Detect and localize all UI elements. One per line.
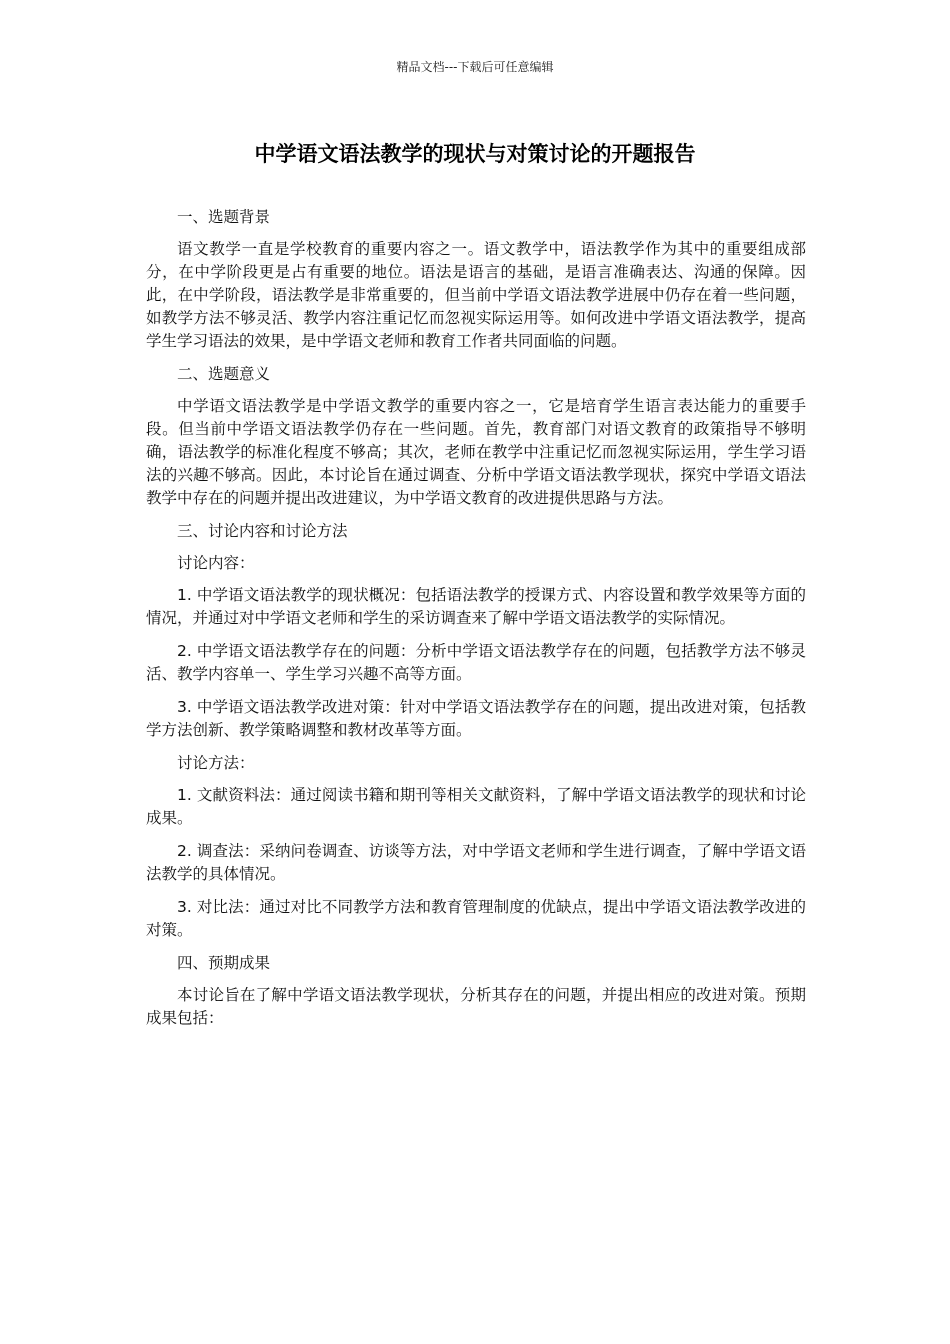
subheading-methods: 讨论方法： <box>177 754 255 772</box>
section-heading-significance: 二、选题意义 <box>177 365 271 383</box>
method-item-2: 2. 调查法：采纳问卷调查、访谈等方法，对中学语文老师和学生进行调查，了解中学语文语法教学的具体情况。 <box>146 842 806 883</box>
section-heading-expected-results: 四、预期成果 <box>177 954 271 972</box>
content-item-1: 1. 中学语文语法教学的现状概况：包括语法教学的授课方式、内容设置和教学效果等方面的情况，并通过对中学语文老师和学生的采访调查来了解中学语文语法教学的实际情况。 <box>146 586 806 627</box>
content-item-3: 3. 中学语文语法教学改进对策：针对中学语文语法教学存在的问题，提出改进对策，包括教学方法创新、教学策略调整和教材改革等方面。 <box>146 698 806 739</box>
paragraph-significance: 中学语文语法教学是中学语文教学的重要内容之一，它是培育学生语言表达能力的重要手段。但当前中学语文语法教学仍存在一些问题。首先，教育部门对语文教育的政策指导不够明确，语法教学的标准化程度不够高；其次，老师在教学中注重记忆而忽视实际运用，学生学习语法的兴趣不够高。因此，本讨论旨在通过调查、分析中学语文语法教学现状，探究中学语文语法教学中存在的问题并提出改进建议，为中学语文教育的改进提供思路与方法。 <box>146 397 806 507</box>
section-heading-content-methods: 三、讨论内容和讨论方法 <box>177 522 348 540</box>
document-title: 中学语文语法教学的现状与对策讨论的开题报告 <box>254 142 696 166</box>
method-item-3: 3. 对比法：通过对比不同教学方法和教育管理制度的优缺点，提出中学语文语法教学改进的对策。 <box>146 898 806 939</box>
paragraph-expected-results: 本讨论旨在了解中学语文语法教学现状，分析其存在的问题，并提出相应的改进对策。预期成果包括： <box>146 986 806 1027</box>
method-item-1: 1. 文献资料法：通过阅读书籍和期刊等相关文献资料，了解中学语文语法教学的现状和讨论成果。 <box>146 786 806 827</box>
section-heading-background: 一、选题背景 <box>177 208 271 226</box>
document-body <box>146 206 806 1040</box>
subheading-content: 讨论内容： <box>177 554 255 572</box>
header-note: 精品文档---下载后可任意编辑 <box>396 60 554 74</box>
content-item-2: 2. 中学语文语法教学存在的问题：分析中学语文语法教学存在的问题，包括教学方法不够灵活、教学内容单一、学生学习兴趣不高等方面。 <box>146 642 806 683</box>
paragraph-background: 语文教学一直是学校教育的重要内容之一。语文教学中，语法教学作为其中的重要组成部分，在中学阶段更是占有重要的地位。语法是语言的基础，是语言准确表达、沟通的保障。因此，在中学阶段，语法教学是非常重要的，但当前中学语文语法教学进展中仍存在着一些问题，如教学方法不够灵活、教学内容注重记忆而忽视实际运用等。如何改进中学语文语法教学，提高学生学习语法的效果，是中学语文老师和教育工作者共同面临的问题。 <box>146 240 806 350</box>
